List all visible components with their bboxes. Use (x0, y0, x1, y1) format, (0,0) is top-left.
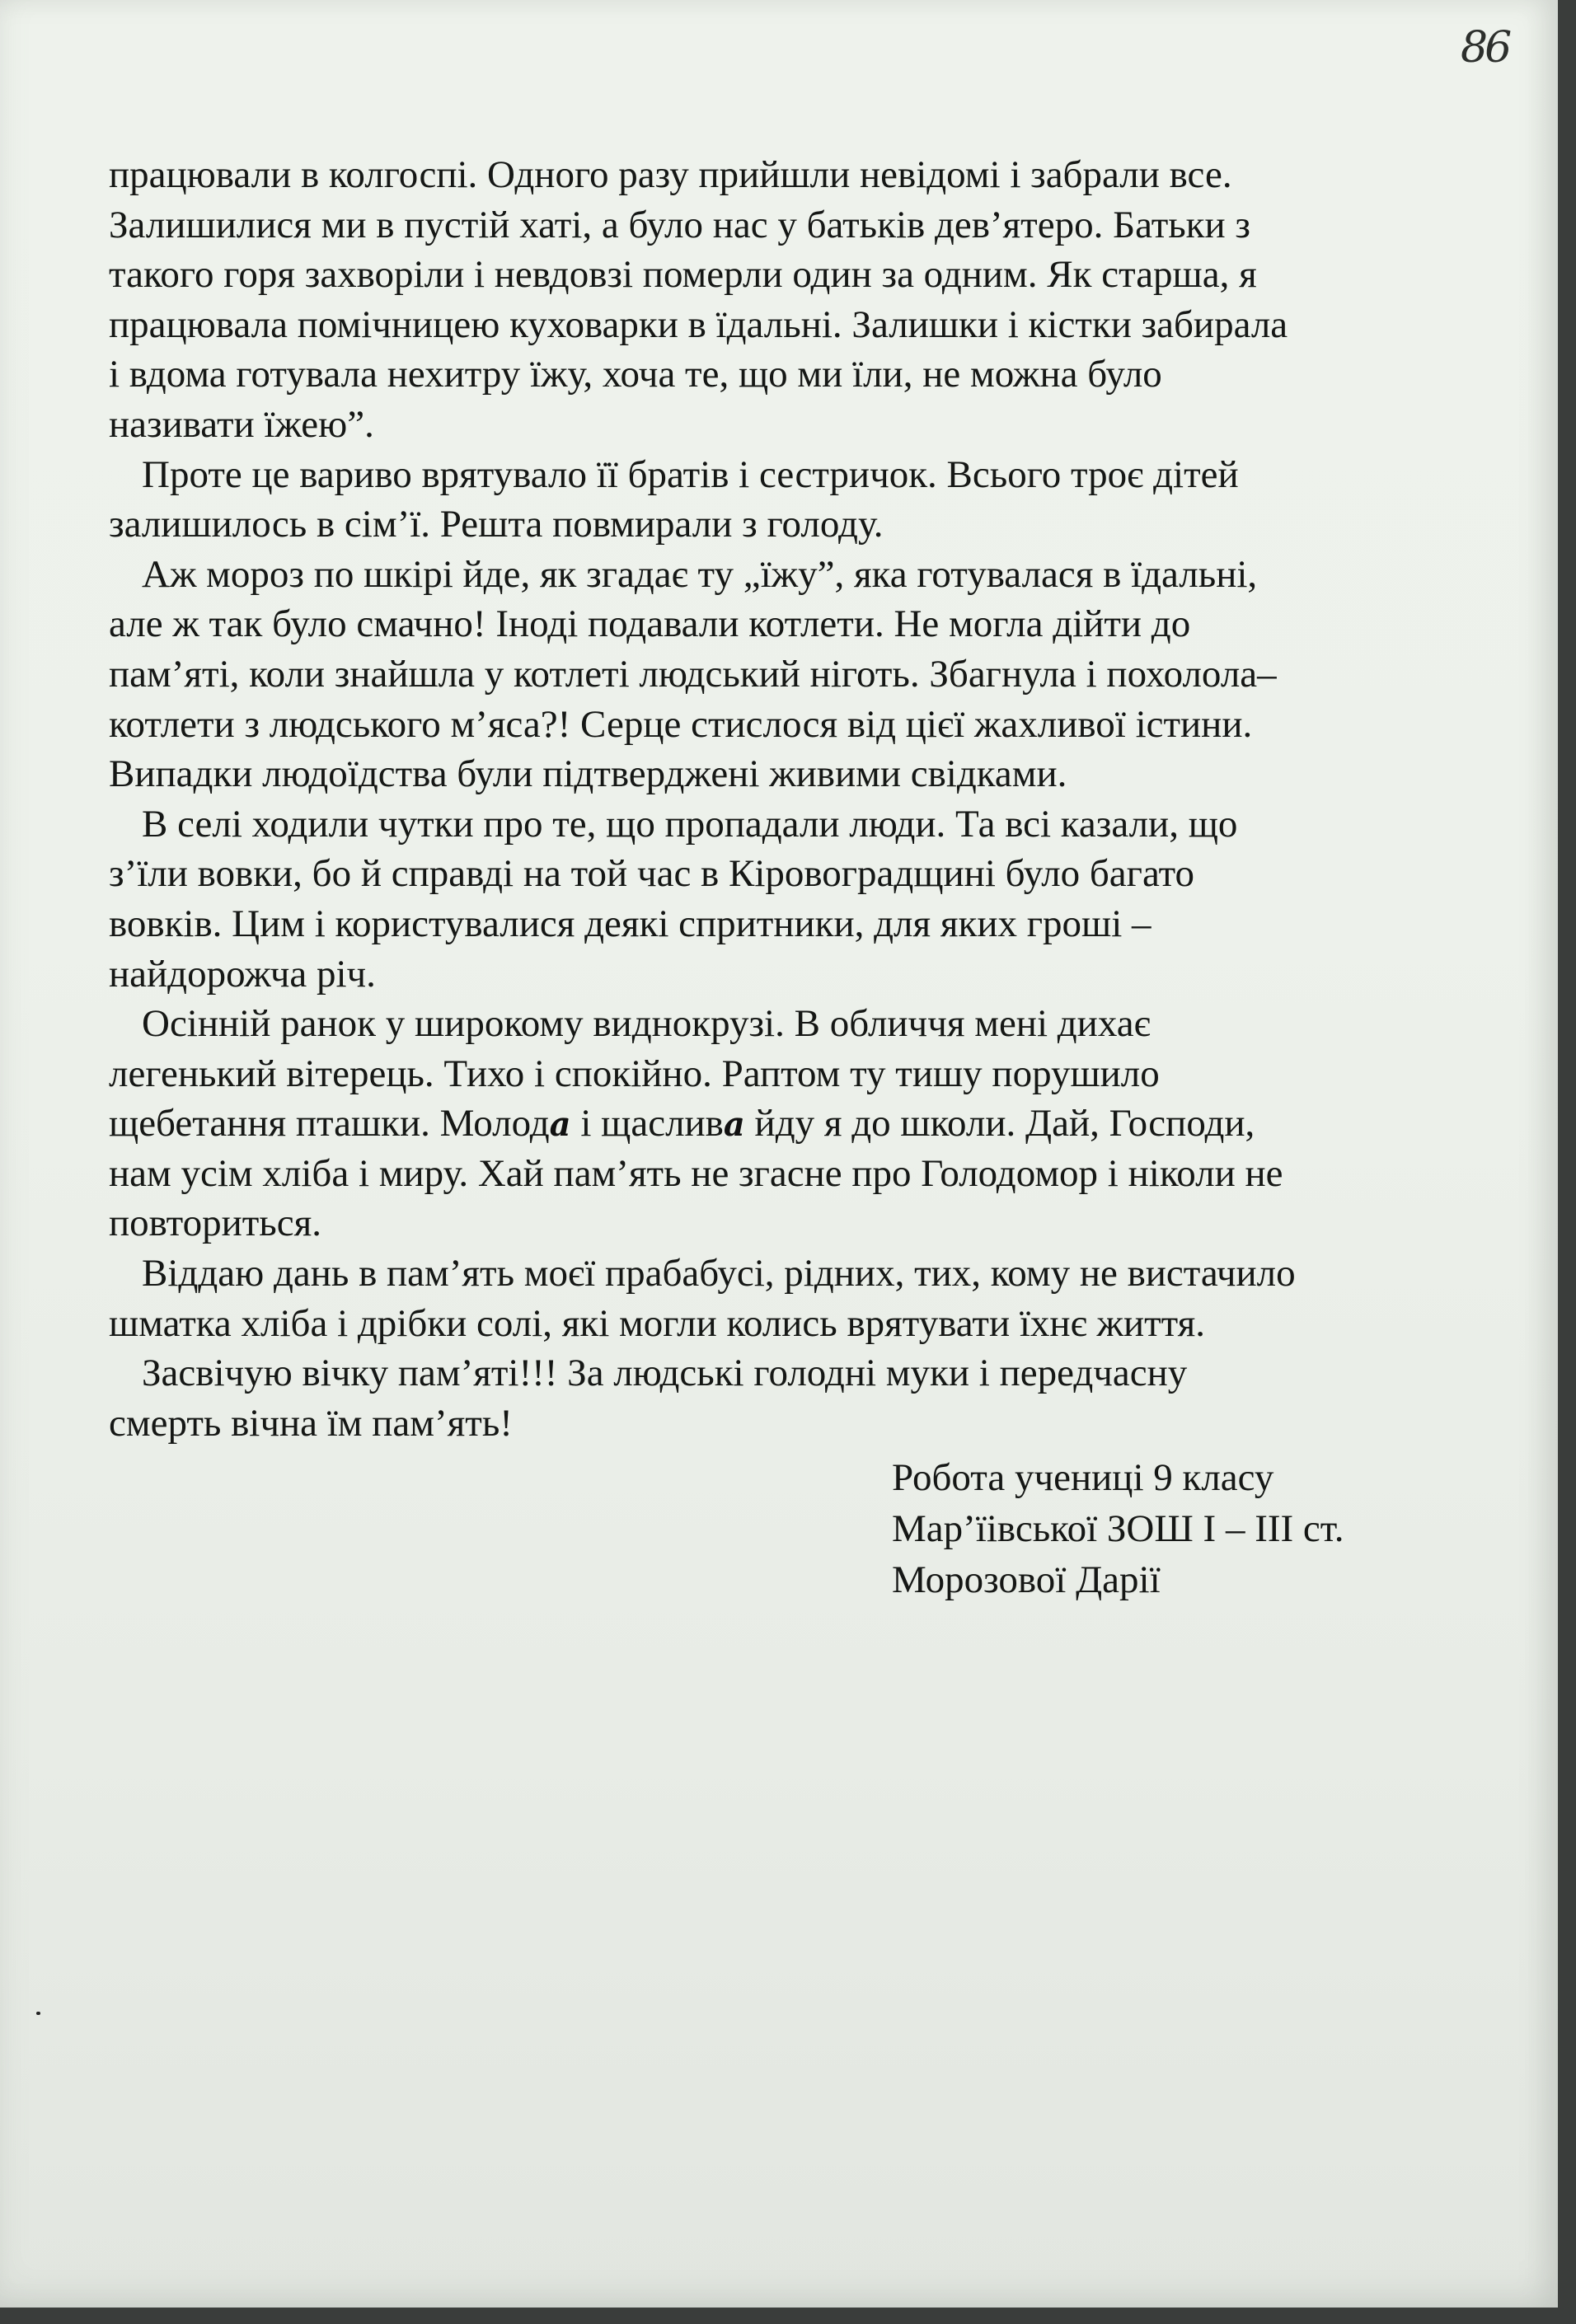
text-segment: щебетання пташки. Молод (109, 1102, 550, 1146)
text-line: смерть вічна їм пам’ять! (109, 1401, 513, 1445)
text-line: Випадки людоїдства були підтверджені живими свідками. (109, 752, 1067, 796)
text-segment: і щаслив (570, 1102, 724, 1146)
signature-line: Морозової Дарії (892, 1558, 1161, 1601)
text-line: залишилось в сім’ї. Решта повмирали з голоду. (109, 503, 884, 546)
handwritten-correction: а (549, 1105, 571, 1145)
essay-body (109, 150, 1461, 1448)
text-line: працювали в колгоспі. Одного разу прийшли невідомі і забрали все. (109, 153, 1232, 196)
text-line: котлети з людського м’яса?! Серце стислося від цієї жахливої істини. (109, 702, 1253, 746)
paragraph-first-line: Віддаю дань в пам’ять моєї прабабусі, рідних, тих, кому не вистачило (142, 1252, 1296, 1296)
ink-speck (36, 2012, 40, 2015)
text-line: легенький вітерець. Тихо і спокійно. Раптом ту тишу порушило (109, 1052, 1160, 1095)
page-number: 86 (1461, 23, 1509, 73)
text-line: такого горя захворіли і невдовзі померли один за одним. Як старша, я (109, 253, 1257, 297)
paragraph-first-line: Аж мороз по шкірі йде, як згадає ту „їжу”, яка готувалася в їдальні, (142, 552, 1258, 596)
text-line: шматка хліба і дрібки солі, які могли колись врятувати їхнє життя. (109, 1301, 1205, 1345)
paragraph-first-line: В селі ходили чутки про те, що пропадали люди. Та всі казали, що (142, 802, 1238, 846)
author-signature-block (892, 1452, 1344, 1605)
signature-line: Робота учениці 9 класу (892, 1456, 1274, 1499)
signature-line: Мар’їівської ЗОШ І – ІІІ ст. (892, 1507, 1344, 1550)
text-line: з’їли вовки, бо й справді на той час в Кіровоградщині було багато (109, 852, 1195, 896)
paragraph-first-line: Осінній ранок у широкому виднокрузі. В обличчя мені дихає (142, 1002, 1151, 1046)
paragraph-first-line: Засвічую вічку пам’яті!!! За людські голодні муки і передчасну (142, 1352, 1188, 1395)
text-line: Залишилися ми в пустій хаті, а було нас у батьків дев’ятеро. Батьки з (109, 203, 1250, 246)
text-line: нам усім хліба і миру. Хай пам’ять не згасне про Голодомор і ніколи не (109, 1151, 1283, 1195)
text-line: називати їжею”. (109, 402, 374, 446)
text-line: але ж так було смачно! Іноді подавали котлети. Не могла дійти до (109, 602, 1191, 646)
handwritten-correction-line (109, 1099, 1461, 1149)
text-line: працювала помічницею куховарки в їдальні. Залишки і кістки забирала (109, 302, 1288, 346)
text-line: вовків. Цим і користувалися деякі спритники, для яких гроші – (109, 902, 1152, 945)
text-segment: йду я до школи. Дай, Господи, (744, 1102, 1255, 1146)
paragraph-first-line: Проте це вариво врятувало її братів і сестричок. Всього троє дітей (142, 452, 1239, 496)
text-line: найдорожча річ. (109, 952, 376, 996)
text-line: пам’яті, коли знайшла у котлеті людський ніготь. Збагнула і похолола– (109, 652, 1277, 696)
handwritten-correction: а (723, 1105, 745, 1145)
text-line: і вдома готувала нехитру їжу, хоча те, що ми їли, не можна було (109, 353, 1162, 396)
text-line: повториться. (109, 1202, 321, 1245)
